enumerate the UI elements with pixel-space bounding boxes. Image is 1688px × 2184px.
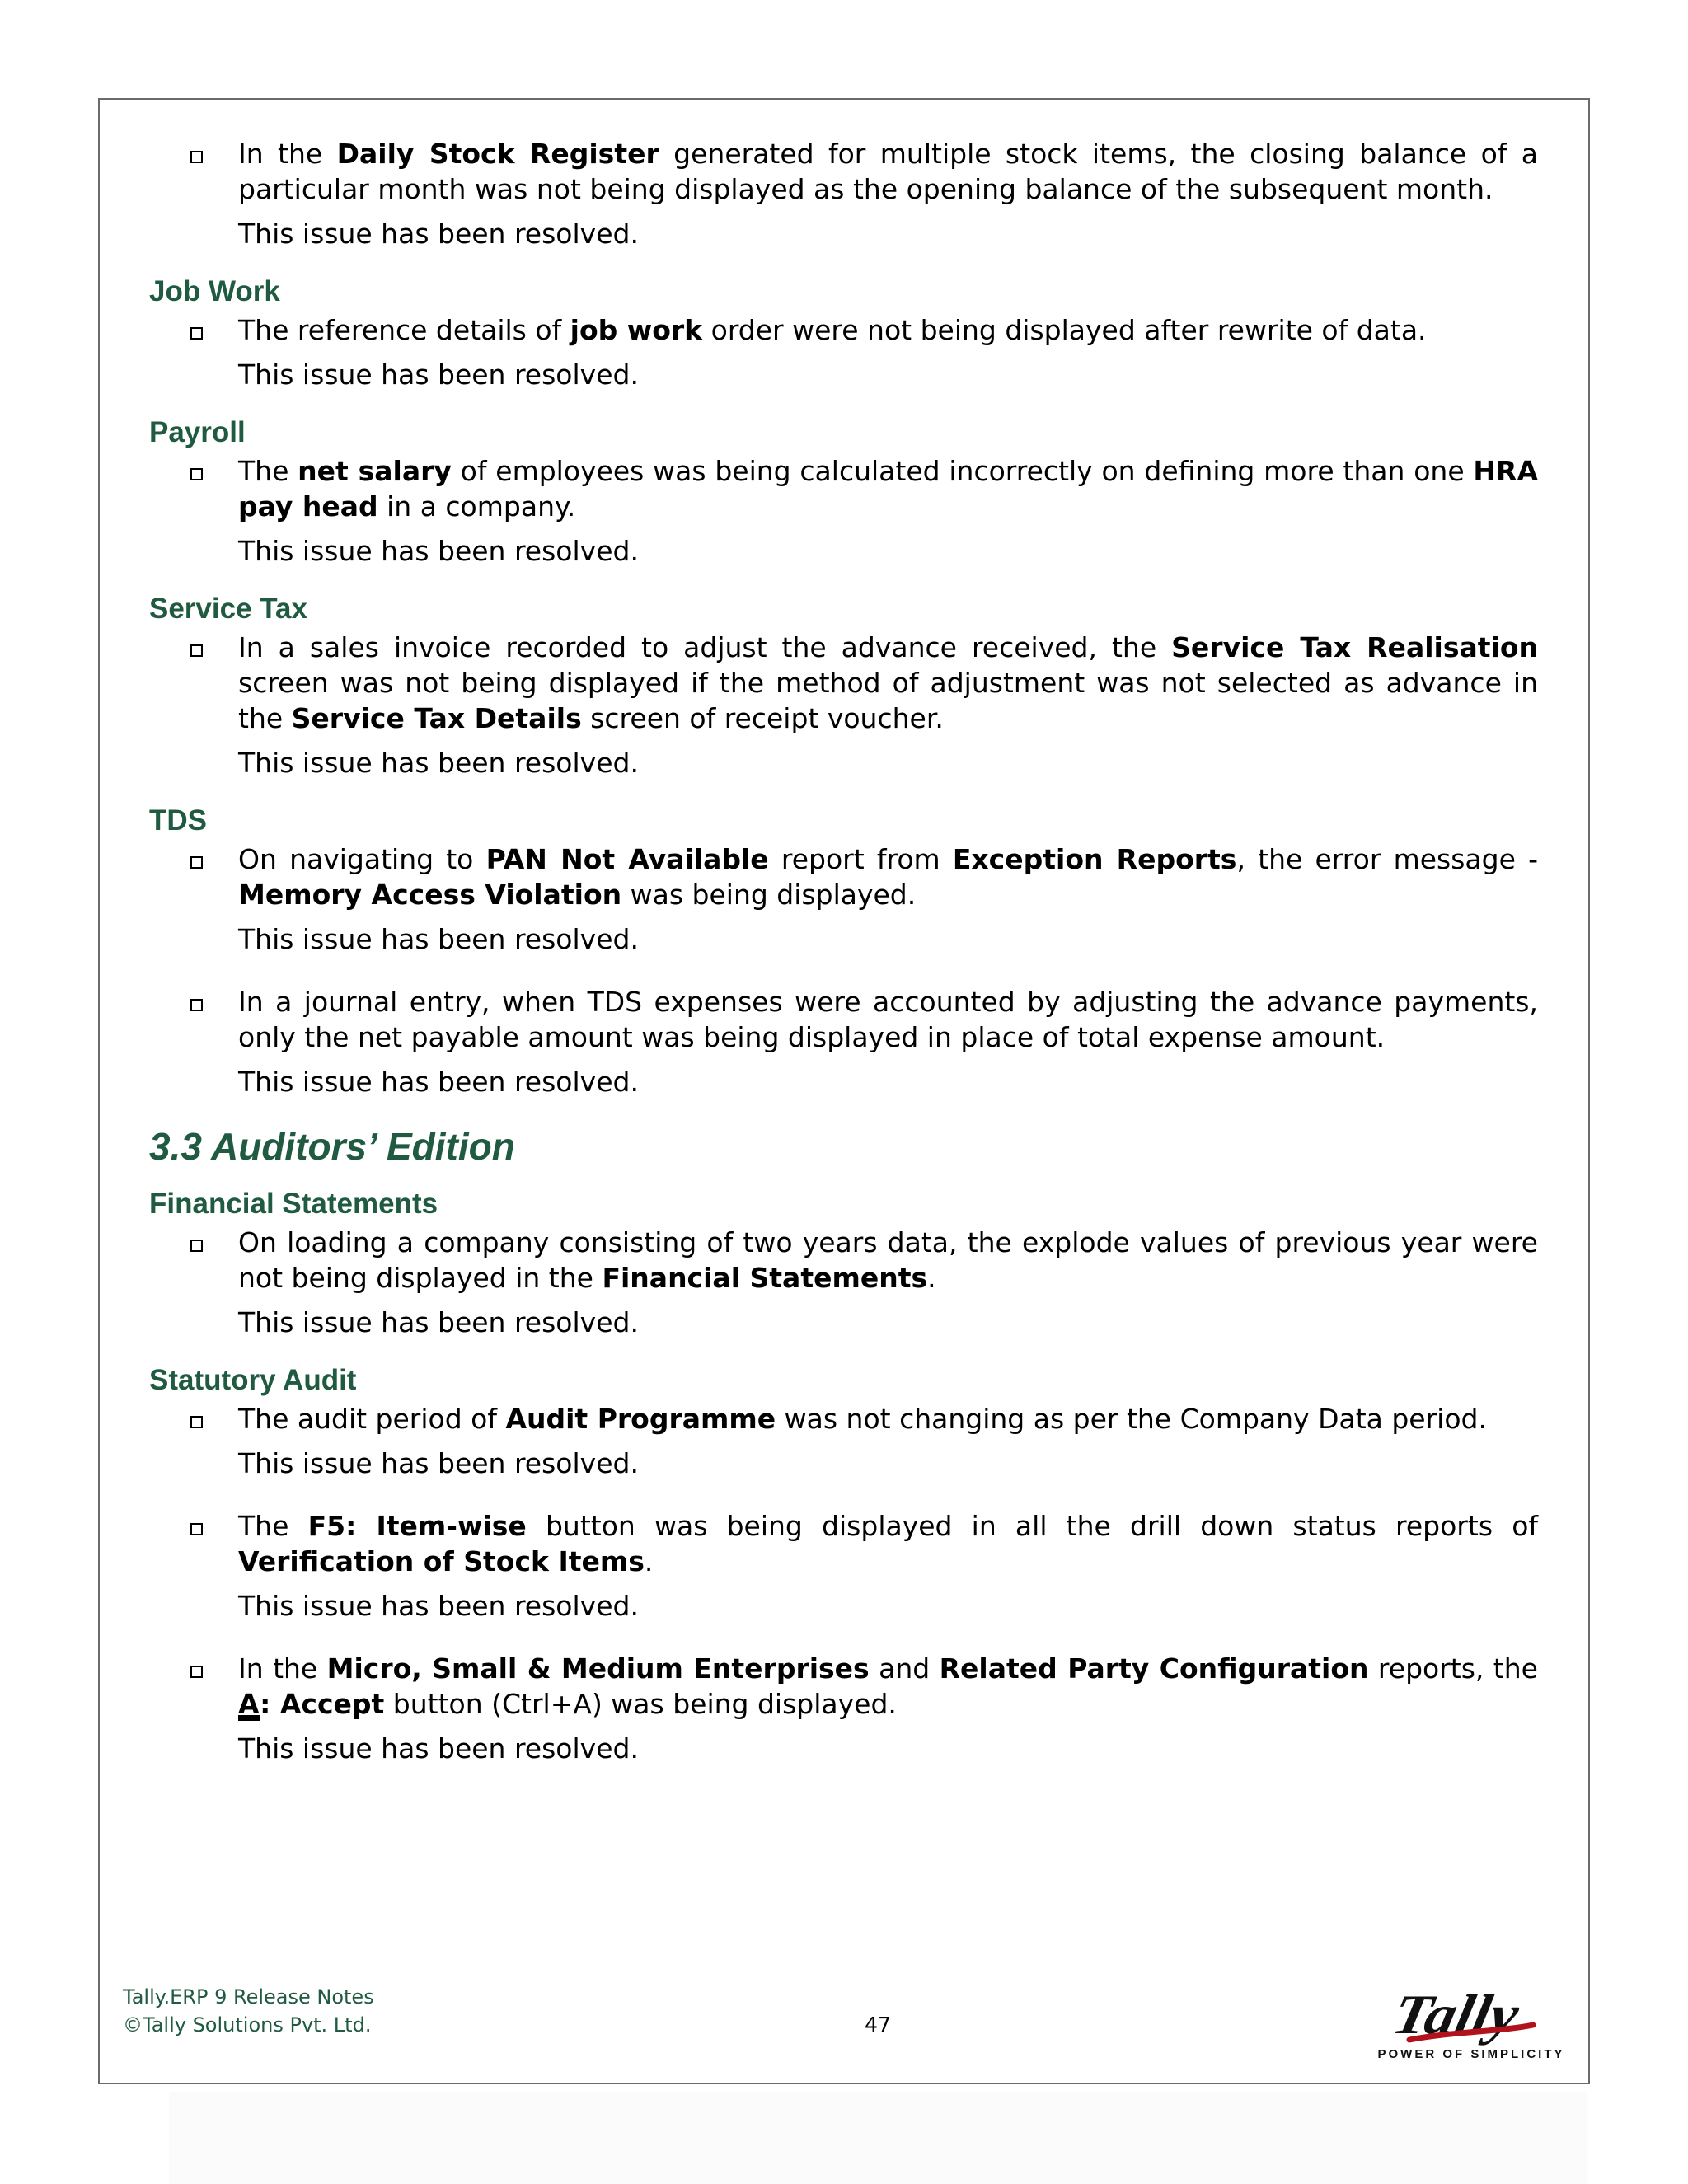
section-heading-job-work: Job Work	[149, 275, 280, 307]
item-description	[238, 984, 1538, 1055]
text-run: The	[238, 455, 298, 487]
resolution-note: This issue has been resolved.	[238, 359, 639, 391]
list-item	[149, 630, 1542, 780]
bold-term: Memory Access Violation	[238, 879, 622, 911]
resolution-note: This issue has been resolved.	[238, 535, 639, 567]
footer-copyright: ©Tally Solutions Pvt. Ltd.	[123, 2013, 372, 2036]
text-run: button (Ctrl+A) was being displayed.	[384, 1688, 897, 1720]
bold-term: Related Party Configuration	[939, 1652, 1369, 1685]
section-heading-service-tax: Service Tax	[149, 593, 307, 625]
item-description	[238, 1225, 1538, 1296]
text-run: The audit period of	[238, 1403, 506, 1435]
text-run: In the	[238, 1652, 327, 1685]
text-run: reports, the	[1368, 1652, 1538, 1685]
list-item	[149, 136, 1542, 251]
resolution-note: This issue has been resolved.	[238, 747, 639, 779]
resolution-note: This issue has been resolved.	[238, 1447, 639, 1479]
bold-term: Exception Reports	[952, 843, 1237, 875]
text-run: .	[927, 1262, 936, 1294]
bold-term: A	[238, 1688, 260, 1720]
text-run: order were not being displayed after rewrite of data.	[702, 314, 1427, 346]
section-heading-statutory-audit: Statutory Audit	[149, 1364, 357, 1396]
text-run: screen was not being displayed if the method of adjustment was not selected as advance in the	[238, 667, 1538, 734]
bold-term: PAN Not Available	[485, 843, 769, 875]
list-item	[149, 1401, 1542, 1481]
list-item	[149, 453, 1542, 569]
text-run: of employees was being calculated incorrectly on defining more than one	[451, 455, 1474, 487]
text-run: screen of receipt voucher.	[581, 702, 944, 734]
text-run: generated for multiple stock items, the closing balance of a particular month was not being displayed as the opening balance of the subsequent month.	[238, 138, 1539, 205]
list-item	[149, 312, 1542, 392]
square-bullet-icon	[190, 468, 203, 480]
bold-term: Financial Statements	[602, 1262, 928, 1294]
square-bullet-icon	[190, 856, 203, 869]
item-description	[238, 630, 1538, 736]
bold-term: Daily Stock Register	[336, 138, 659, 170]
square-bullet-icon	[190, 1523, 203, 1535]
text-run: The reference details of	[238, 314, 570, 346]
square-bullet-icon	[190, 327, 203, 340]
text-run: and	[869, 1652, 940, 1685]
text-run: was not changing as per the Company Data period.	[776, 1403, 1487, 1435]
footer-left	[123, 1983, 374, 2039]
item-description	[238, 1401, 1538, 1436]
page-number: 47	[865, 2013, 891, 2036]
section-heading-financial-statements: Financial Statements	[149, 1188, 438, 1220]
item-description	[238, 312, 1538, 348]
resolution-note: This issue has been resolved.	[238, 1590, 639, 1622]
bold-term: Verification of Stock Items	[238, 1545, 645, 1577]
text-run: in a company.	[377, 490, 576, 523]
section-heading-payroll: Payroll	[149, 416, 246, 448]
resolution-note: This issue has been resolved.	[238, 1066, 639, 1098]
list-item	[149, 1508, 1542, 1624]
bold-term: Service Tax Realisation	[1171, 631, 1538, 663]
list-item	[149, 1225, 1542, 1340]
bold-term: Audit Programme	[505, 1403, 776, 1435]
item-description	[238, 453, 1538, 524]
footer-document-title: Tally.ERP 9 Release Notes	[123, 1985, 374, 2008]
square-bullet-icon	[190, 1416, 203, 1428]
item-description	[238, 1508, 1538, 1579]
text-run: In a journal entry, when TDS expenses were accounted by adjusting the advance payments, only the net payable amount was being displayed in place of total expense amount.	[238, 986, 1538, 1053]
square-bullet-icon	[190, 1240, 203, 1252]
text-run: In a sales invoice recorded to adjust the advance received, the	[238, 631, 1172, 663]
text-run: .	[644, 1545, 654, 1577]
list-item	[149, 841, 1542, 957]
square-bullet-icon	[190, 151, 203, 163]
logo-wordmark: Tally	[1387, 1983, 1514, 2046]
bottom-margin-strip	[169, 2092, 1587, 2184]
square-bullet-icon	[190, 999, 203, 1011]
text-run: In the	[238, 138, 337, 170]
square-bullet-icon	[190, 1666, 203, 1678]
item-description	[238, 841, 1538, 912]
bold-term: : Accept	[260, 1688, 385, 1720]
bold-term: Micro, Small & Medium Enterprises	[326, 1652, 870, 1685]
bold-term: HRA pay head	[238, 455, 1538, 523]
bold-term: net salary	[298, 455, 452, 487]
list-item	[149, 1651, 1542, 1766]
item-description	[238, 136, 1538, 207]
item-description	[238, 1651, 1538, 1722]
logo-tagline: POWER OF SIMPLICITY	[1377, 2047, 1565, 2061]
text-run: The	[238, 1510, 308, 1542]
section-heading-tds: TDS	[149, 804, 207, 837]
text-run: On navigating to	[238, 843, 486, 875]
page-content	[149, 136, 1542, 1766]
list-item	[149, 984, 1542, 1099]
resolution-note: This issue has been resolved.	[238, 1306, 639, 1338]
major-heading-auditors-edition: 3.3 Auditors’ Edition	[149, 1125, 515, 1168]
resolution-note: This issue has been resolved.	[238, 218, 639, 250]
text-run: report from	[768, 843, 953, 875]
text-run: On loading a company consisting of two years data, the explode values of previous year were not being displayed in the	[238, 1226, 1538, 1294]
bold-term: F5: Item-wise	[307, 1510, 527, 1542]
text-run: was being displayed.	[621, 879, 917, 911]
resolution-note: This issue has been resolved.	[238, 923, 639, 955]
bold-term: Service Tax Details	[291, 702, 582, 734]
bold-term: job work	[570, 314, 703, 346]
square-bullet-icon	[190, 644, 203, 657]
text-run: button was being displayed in all the drill down status reports of	[526, 1510, 1538, 1542]
resolution-note: This issue has been resolved.	[238, 1732, 639, 1765]
text-run: , the error message -	[1236, 843, 1538, 875]
